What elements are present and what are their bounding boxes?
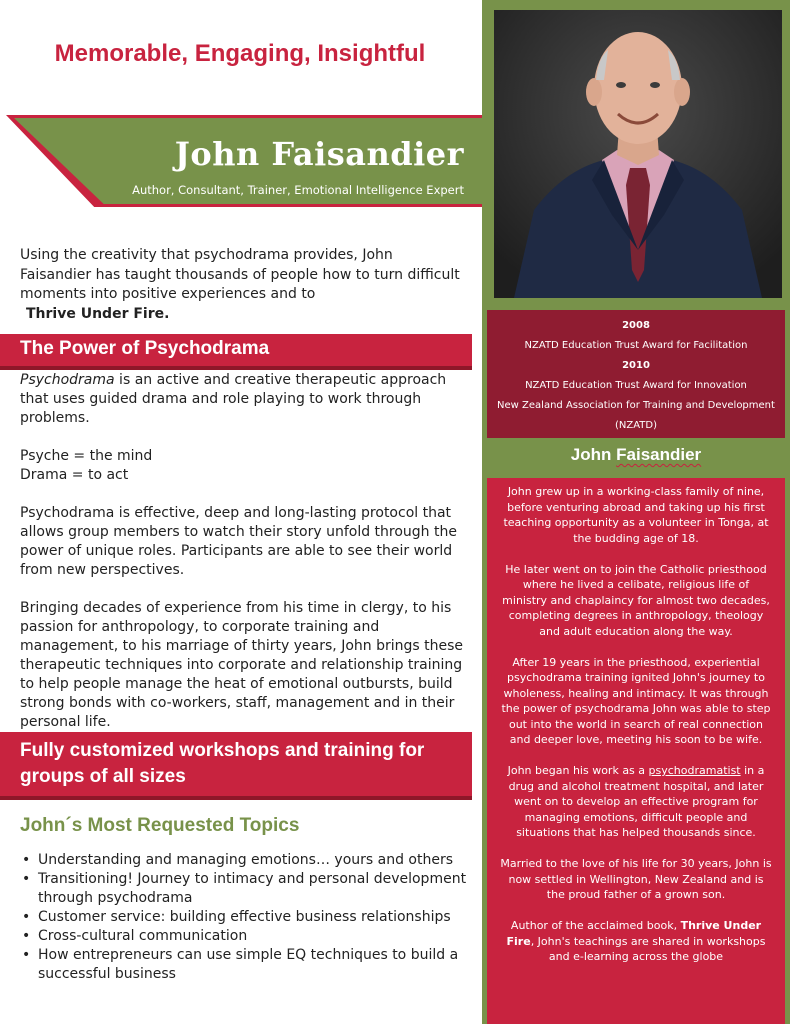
sidebar-surname: Faisandier — [616, 445, 702, 464]
award-item: NZATD Education Trust Award for Facilitation — [524, 340, 748, 351]
speaker-photo — [494, 10, 782, 298]
bio-paragraph: He later went on to join the Catholic priesthood where he lived a celibate, religious life of ministry and chaplaincy for almost two decades, completing degrees in anthropology, theology and adult education along the way. — [502, 562, 770, 638]
speaker-subtitle: Author, Consultant, Trainer, Emotional Intelligence Expert — [132, 183, 464, 197]
topics-list — [20, 851, 470, 984]
definition-term: Psychodrama — [20, 372, 115, 388]
bio-paragraph: John grew up in a working-class family of nine, before venturing abroad and taking up his first teaching opportunity as a volunteer in Tonga, at the budding age of 18. — [503, 485, 769, 545]
drama-line: Drama = to act — [20, 467, 129, 483]
sidebar-first-name: John — [570, 445, 612, 464]
portrait-image — [494, 10, 782, 298]
award-item: NZATD Education Trust Award for Innovation — [525, 380, 747, 391]
awards-panel — [487, 310, 785, 438]
intro-emphasis: Thrive Under Fire. — [26, 305, 170, 322]
list-item: • Transitioning! Journey to intimacy and personal development through psychodrama — [20, 870, 470, 908]
bio-paragraph: Married to the love of his life for 30 years, John is now settled in Wellington, New Zealand and is the proud father of a grown son. — [500, 857, 772, 901]
bio-paragraph: After 19 years in the priesthood, experiential psychodrama training ignited John's journey to wholeness, healing and intimacy. It was through the power of psychodrama John was able to step out into the world in search of real connection and deeper love, meeting his soon to be wife. — [501, 655, 771, 746]
award-year: 2010 — [622, 360, 650, 371]
award-year: 2008 — [622, 320, 650, 331]
bio-term: psychodramatist — [648, 764, 741, 777]
psyche-line: Psyche = the mind — [20, 448, 153, 464]
sidebar-title — [487, 445, 785, 465]
list-item: • Customer service: building effective business relationships — [20, 908, 470, 927]
list-item: • Understanding and managing emotions… yours and others — [20, 851, 470, 870]
bio-paragraph — [499, 763, 773, 841]
book-title: Thrive Under Fire — [506, 919, 762, 948]
topics-heading: John´s Most Requested Topics — [20, 815, 300, 836]
list-item: • Cross-cultural communication — [20, 927, 470, 946]
biography-panel — [487, 478, 785, 1024]
definition-rest: is an active and creative therapeutic approach that uses guided drama and role playing to work through problems. — [20, 372, 447, 426]
workshops-heading: Fully customized workshops and training for groups of all sizes — [0, 732, 472, 796]
award-item: New Zealand Association for Training and Development (NZATD) — [497, 400, 775, 431]
power-heading: The Power of Psychodrama — [0, 334, 472, 366]
effectiveness-paragraph: Psychodrama is effective, deep and long-lasting protocol that allows group members to watch their story unfold through the power of unique roles. Participants are able to see their world from new perspectives. — [20, 505, 457, 578]
experience-paragraph: Bringing decades of experience from his time in clergy, to his passion for anthropology, to corporate training and management, to his marriage of thirty years, John brings these therapeutic techniques into corporate and relationship training to help people manage the heat of emotional outbursts, build strong bonds with co-workers, staff, management and in their personal life. — [20, 600, 464, 730]
list-item: • How entrepreneurs can use simple EQ techniques to build a successful business — [20, 946, 470, 984]
speaker-name: John Faisandier — [174, 135, 464, 173]
tagline: Memorable, Engaging, Insightful — [54, 40, 426, 67]
bio-text: John began his work as a — [507, 764, 649, 777]
etymology — [20, 447, 470, 485]
intro-text: Using the creativity that psychodrama provides, John Faisandier has taught thousands of people how to turn difficult moments into positive experiences and to — [20, 247, 460, 302]
intro-paragraph — [20, 246, 460, 324]
bio-paragraph — [499, 918, 773, 965]
psychodrama-definition — [20, 371, 470, 428]
bio-text: in a drug and alcohol treatment hospital, and later went on to develop an effective program for managing emotions, difficult people and situations that has helped thousands since. — [508, 764, 765, 839]
bio-text: Author of the acclaimed book, — [510, 919, 681, 932]
bio-text: , John's teachings are shared in workshops and e-learning across the globe — [530, 934, 766, 963]
